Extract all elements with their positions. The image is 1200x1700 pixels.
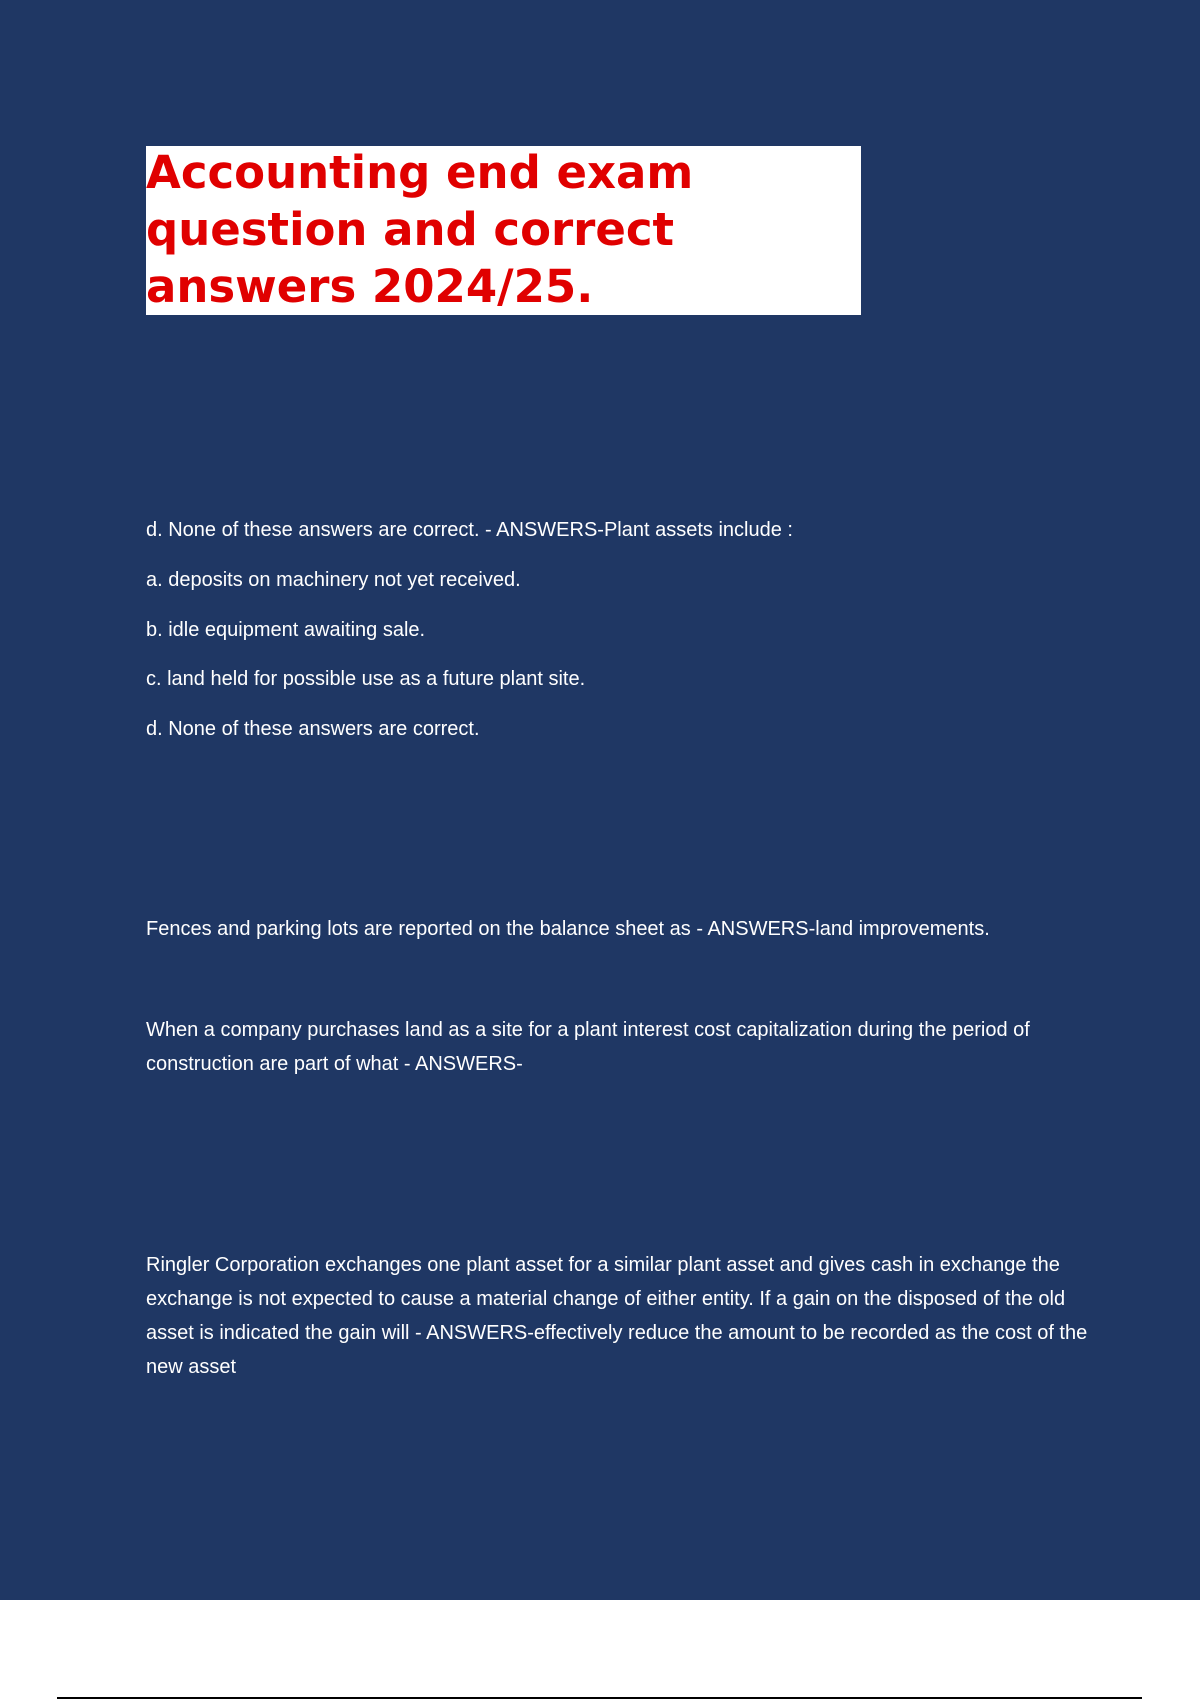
question-1-option-d: d. None of these answers are correct. [146,718,480,740]
footer-divider [57,1697,1142,1699]
question-1-option-a: a. deposits on machinery not yet received. [146,569,521,591]
question-1-option-b: b. idle equipment awaiting sale. [146,619,426,641]
title-box [146,146,861,315]
question-3-text: When a company purchases land as a site for a plant interest cost capitalization during the period of construction are part of what - ANSWERS- [146,1019,1030,1075]
question-1-prompt: d. None of these answers are correct. - ANSWERS-Plant assets include : [146,519,793,541]
question-4-text: Ringler Corporation exchanges one plant asset for a similar plant asset and gives cash in exchange the exchange is not expected to cause a material change of either entity. If a gain on the disposed of the old asset is indicated the gain will - ANSWERS-effectively reduce the amount to be recorded as the cost of the new asset [146,1254,1088,1378]
question-1-option-c: c. land held for possible use as a future plant site. [146,668,586,690]
question-2-text: Fences and parking lots are reported on the balance sheet as - ANSWERS-land improvements. [146,918,990,940]
document-title: Accounting end exam question and correct answers 2024/25. [146,146,694,313]
